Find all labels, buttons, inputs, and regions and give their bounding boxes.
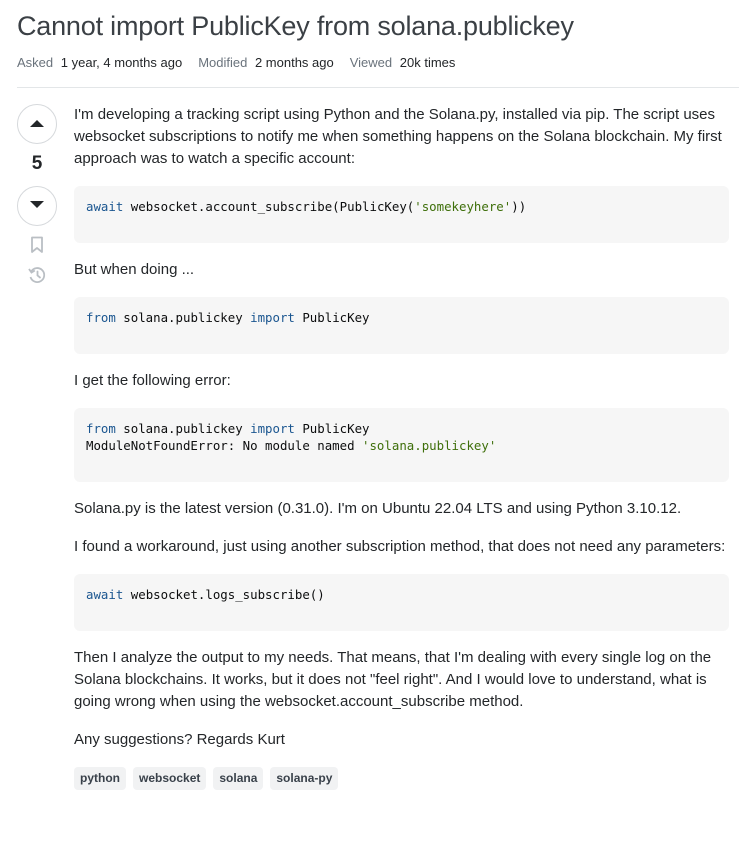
paragraph: But when doing ... <box>74 261 195 278</box>
code-text: PublicKey <box>294 310 370 325</box>
asked-value[interactable]: 1 year, 4 months ago <box>60 55 183 70</box>
code-keyword: await <box>86 199 124 214</box>
code-text: solana.publickey <box>115 310 251 325</box>
paragraph: I'm developing a tracking script using Python and the Solana.py, installed via pip. The script uses websocket subscriptions to notify me when something happens on the Solana blockchain. My first approach was to watch a specific account: <box>74 106 722 167</box>
code-keyword: from <box>86 421 116 436</box>
bookmark-icon <box>30 236 44 259</box>
code-block <box>74 408 729 482</box>
chevron-up-icon <box>29 115 45 133</box>
viewed-label: Viewed <box>349 55 393 70</box>
code-block <box>74 186 729 243</box>
modified-meta <box>198 55 334 70</box>
code-keyword: await <box>86 587 124 602</box>
code-text: solana.publickey <box>115 421 251 436</box>
paragraph: I found a workaround, just using another subscription method, that does not need any parameters: <box>74 538 726 555</box>
tag-solana[interactable]: solana <box>213 767 263 790</box>
tag-list <box>74 767 729 790</box>
code-keyword: import <box>250 310 295 325</box>
question-meta <box>17 55 471 70</box>
paragraph: Any suggestions? Regards Kurt <box>74 731 285 748</box>
code-string: 'solana.publickey' <box>362 438 497 453</box>
viewed-meta <box>350 55 456 70</box>
code-text: PublicKey <box>294 421 370 436</box>
upvote-button[interactable] <box>17 104 57 144</box>
history-button[interactable] <box>27 267 47 287</box>
tag-websocket[interactable]: websocket <box>133 767 206 790</box>
paragraph: I get the following error: <box>74 372 231 389</box>
code-keyword: from <box>86 310 116 325</box>
question-title[interactable]: Cannot import PublicKey from solana.publickey <box>17 11 574 41</box>
modified-label: Modified <box>198 55 248 70</box>
code-keyword: import <box>250 421 295 436</box>
code-text: )) <box>511 199 527 214</box>
asked-meta <box>17 55 182 70</box>
header-divider <box>17 87 739 88</box>
vote-count: 5 <box>31 153 43 174</box>
code-block <box>74 574 729 631</box>
code-text: websocket.logs_subscribe() <box>123 587 325 602</box>
code-text: websocket.account_subscribe(PublicKey( <box>123 199 415 214</box>
downvote-button[interactable] <box>17 186 57 226</box>
modified-value[interactable]: 2 months ago <box>254 55 334 70</box>
code-string: 'somekeyhere' <box>414 199 512 214</box>
tag-python[interactable]: python <box>74 767 126 790</box>
bookmark-button[interactable] <box>27 237 47 257</box>
question-body <box>74 104 729 790</box>
tag-solana-py[interactable]: solana-py <box>270 767 338 790</box>
history-icon <box>27 265 47 290</box>
paragraph: Then I analyze the output to my needs. That means, that I'm dealing with every single log on the Solana blockchains. It works, but it does not "feel right". And I would love to understand, what is going wrong when using the websocket.account_subscribe method. <box>74 649 712 710</box>
code-block <box>74 297 729 354</box>
paragraph: Solana.py is the latest version (0.31.0). I'm on Ubuntu 22.04 LTS and using Python 3.10.12. <box>74 500 682 517</box>
viewed-value: 20k times <box>399 55 456 70</box>
asked-label: Asked <box>17 55 54 70</box>
code-text: ModuleNotFoundError: No module named <box>86 438 363 453</box>
chevron-down-icon <box>29 197 45 215</box>
